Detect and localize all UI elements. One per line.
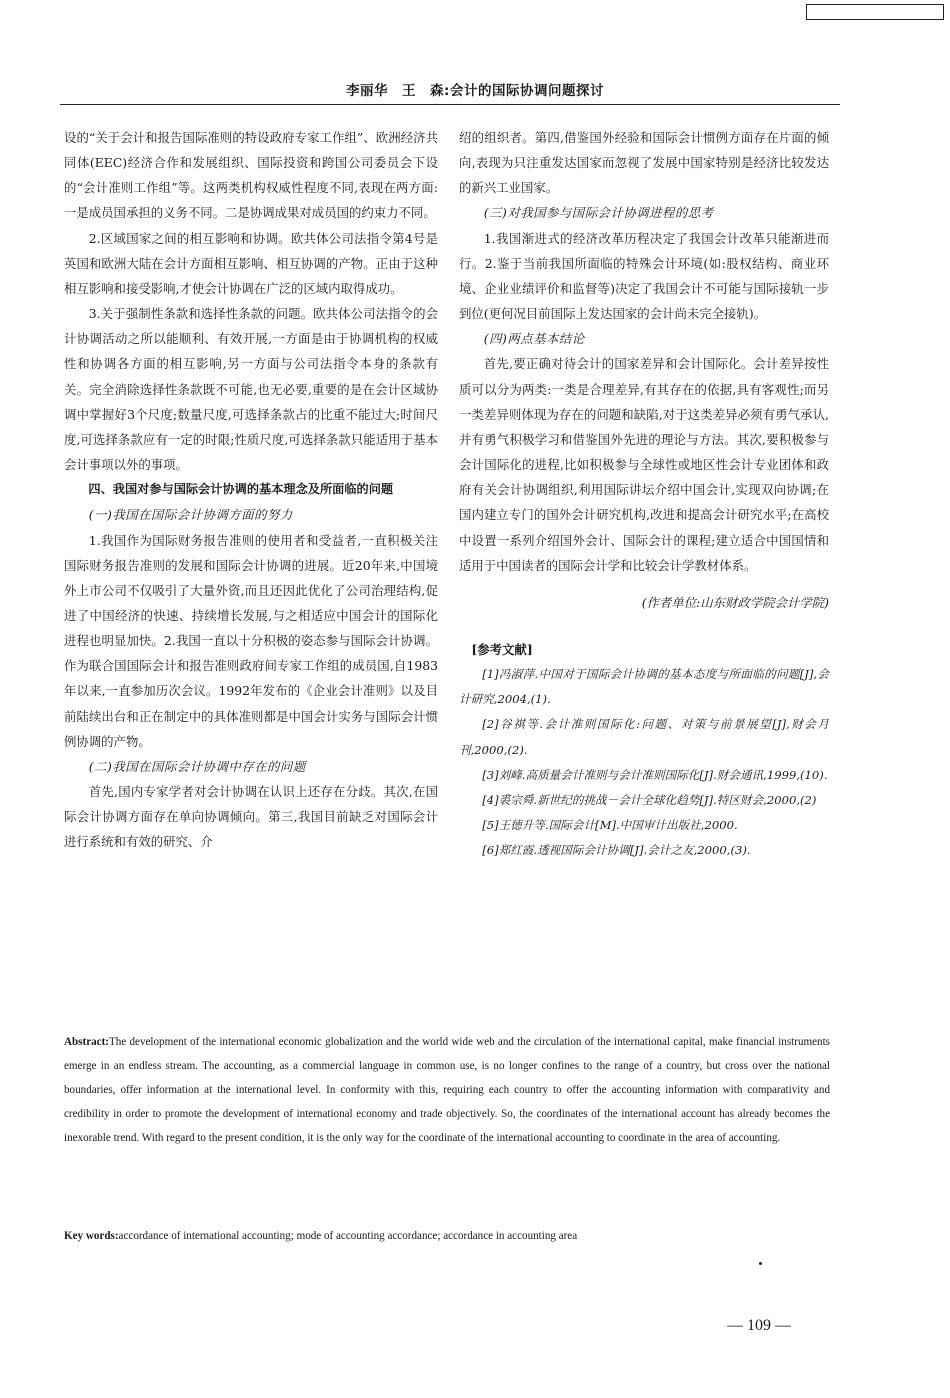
paragraph: 1.我国渐进式的经济改革历程决定了我国会计改革只能渐进而行。2.鉴于当前我国所面临的特殊会计环境(如:股权结构、商业环境、企业业绩评价和监督等)决定了我国会计不可能与国际接轨一步到位(更何况目前国际上发达国家的会计尚未完全接轨)。	[459, 230, 829, 322]
author-affiliation: (作者单位:山东财政学院会计学院)	[641, 594, 829, 610]
reference-item: [5]王德升等.国际会计[M].中国审计出版社,2000.	[482, 818, 738, 833]
right-column	[459, 125, 829, 863]
section-heading: 四、我国对参与国际会计协调的基本理念及所面临的问题	[88, 482, 394, 497]
abstract-text: The development of the international economic globalization and the world wide web and the circulation of the international capital, make financial instruments emerge in an endless stream. The accounting, as a commercial language in common use, is no longer confines to the range of a country, but cross over the national boundaries, offer information at the international level. In conformity with this, requiring each country to offer the accounting information with comparativity and credibility in order to promote the development of international economy and trade objectively. So, the coordinates of the international account has already becomes the inexorable trend. With regard to the present condition, it is the only way for the coordinate of the international accounting to coordinate in the area of accounting.	[64, 1036, 830, 1145]
reference-item: [4]裘宗舜.新世纪的挑战－会计全球化趋势[J].特区财会,2000,(2)	[482, 792, 817, 807]
reference-item: [1]冯淑萍.中国对于国际会计协调的基本态度与所面临的问题[J],会计研究,2004,(1).	[459, 667, 829, 707]
subsection-heading: (四)两点基本结论	[483, 331, 585, 347]
paragraph: 设的“关于会计和报告国际准则的特设政府专家工作组”、欧洲经济共同体(EEC)经济合作和发展组织、国际投资和跨国公司委员会下设的“会计准则工作组”等。这两类机构权威性程度不同,表现在两方面:一是成员国承担的义务不同。二是协调成果对成员国的约束力不同。	[64, 130, 438, 221]
subsection-heading: (三)对我国参与国际会计协调进程的思考	[483, 205, 714, 221]
left-column	[64, 125, 438, 855]
corner-frame	[806, 4, 944, 20]
abstract-label: Abstract:	[64, 1036, 109, 1048]
paragraph: 3.关于强制性条款和选择性条款的问题。欧共体公司法指令的会计协调活动之所以能顺利、有效开展,一方面是由于协调机构的权威性和协调各方面的相互影响,另一方面与公司法指令本身的条款有关。完全消除选择性条款既不可能,也无必要,重要的是在会计区域协调中掌握好3个尺度;数量尺度,可选择条款占的比重不能过大;时间尺度,可选择条款应有一定的时限;性质尺度,可选择条款只能适用于基本会计事项以外的事项。	[64, 306, 438, 473]
reference-item: [2]谷祺等.会计准则国际化:问题、对策与前景展望[J],财会月刊,2000,(2).	[459, 717, 829, 757]
references-heading: [参考文献]	[471, 641, 533, 657]
keywords	[64, 1226, 830, 1246]
paragraph: 2.区域国家之间的相互影响和协调。欧共体公司法指令第4号是英国和欧洲大陆在会计方面相互影响、相互协调的产物。正由于这种相互影响和接受影响,才使会计协调在广泛的区域内取得成功。	[64, 230, 438, 296]
speck-mark	[759, 1262, 762, 1265]
paragraph: 绍的组织者。第四,借鉴国外经验和国际会计惯例方面存在片面的倾向,表现为只注重发达国家而忽视了发展中国家特别是经济比较发达的新兴工业国家。	[459, 130, 829, 196]
paragraph: 1.我国作为国际财务报告准则的使用者和受益者,一直积极关注国际财务报告准则的发展和国际会计协调的进展。近20年来,中国境外上市公司不仅吸引了大量外资,而且还因此优化了公司治理结构,促进了中国经济的快速、持续增长发展,与之相适应中国会计的国际化进程也明显加快。2.我国一直以十分积极的姿态参与国际会计协调。作为联合国国际会计和报告准则政府间专家工作组的成员国,自1983年以来,一直参加历次会议。1992年发布的《企业会计准则》以及目前陆续出台和正在制定中的具体准则都是中国会计实务与国际会计惯例协调的产物。	[64, 532, 438, 749]
abstract	[64, 1030, 830, 1150]
keywords-label: Key words:	[64, 1230, 119, 1242]
keywords-text: accordance of international accounting; mode of accounting accordance; accordance in accounting area	[118, 1230, 578, 1242]
page-number: — 109 —	[727, 1317, 791, 1334]
running-header: 李丽华 王 森:会计的国际协调问题探讨	[346, 83, 604, 99]
subsection-heading: (一)我国在国际会计协调方面的努力	[88, 507, 293, 523]
paragraph: 首先,国内专家学者对会计协调在认识上还存在分歧。其次,在国际会计协调方面存在单向协调倾向。第三,我国目前缺乏对国际会计进行系统和有效的研究、介	[64, 784, 438, 850]
reference-item: [6]郑红霞.透视国际会计协调[J].会计之友,2000,(3).	[482, 843, 751, 858]
reference-item: [3]刘峰.高质量会计准则与会计准则国际化[J].财会通讯,1999,(10).	[482, 767, 828, 782]
paragraph: 首先,要正确对待会计的国家差异和会计国际化。会计差异按性质可以分为两类:一类是合理差异,有其存在的依据,具有客观性;而另一类差异则体现为存在的问题和缺陷,对于这类差异必须有勇气承认,并有勇气积极学习和借鉴国外先进的理论与方法。其次,要积极参与会计国际化的进程,比如积极参与全球性或地区性会计专业团体和政府有关会计协调组织,利用国际讲坛介绍中国会计,实现双向协调;在国内建立专门的国外会计研究机构,改进和提高会计研究水平;在高校中设置一系列介绍国外会计、国际会计的课程;建立适合中国国情和适用于中国读者的国际会计学和比较会计学教材体系。	[459, 356, 829, 573]
subsection-heading: (二)我国在国际会计协调中存在的问题	[88, 758, 306, 774]
header-rule	[60, 104, 840, 105]
